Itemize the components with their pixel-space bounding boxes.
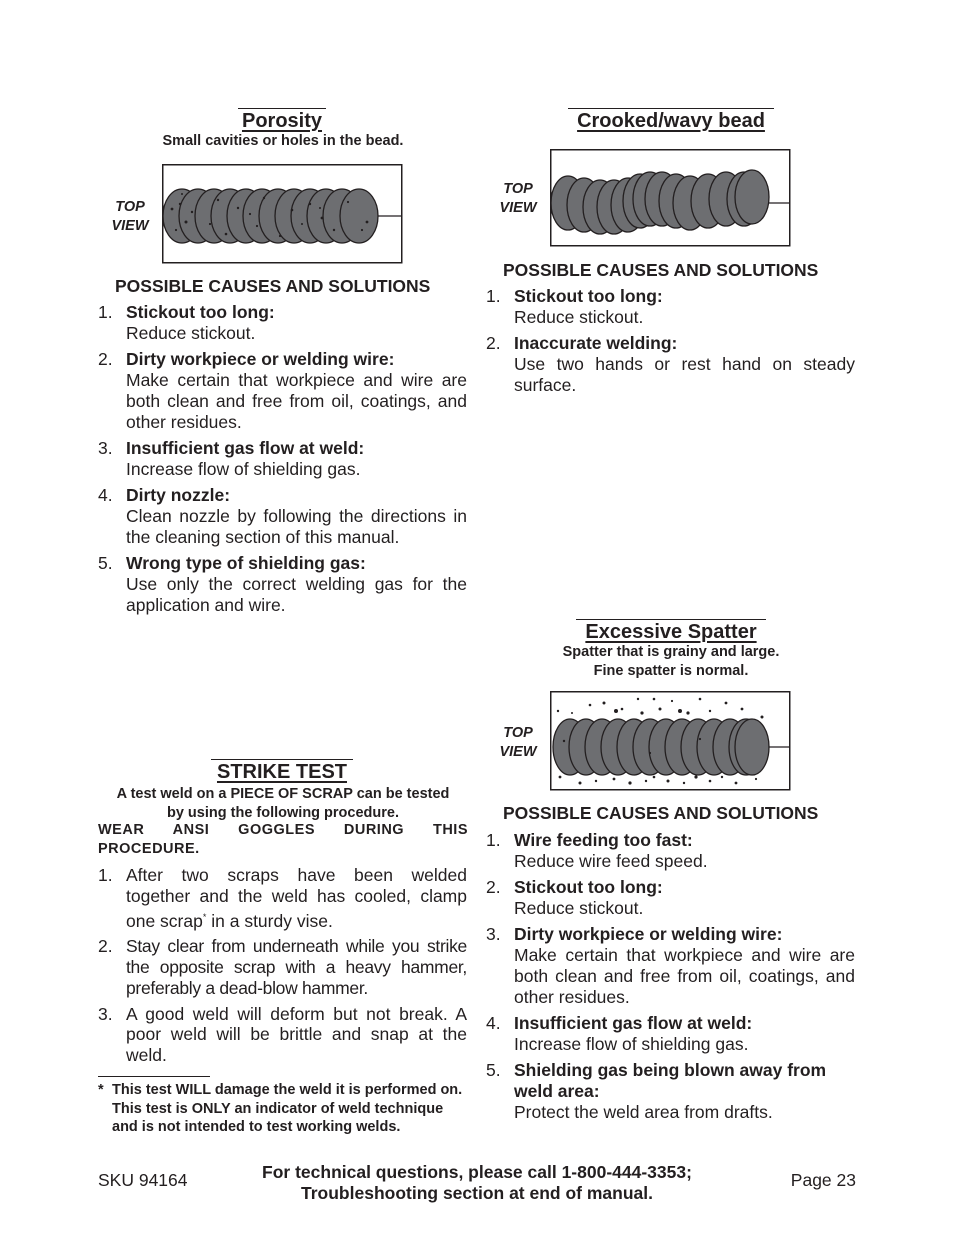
porosity-title-wrap <box>232 108 332 133</box>
goggles-warning: WEAR ANSI GOGGLES DURING THIS PROCEDURE. <box>98 822 468 857</box>
list-item: 3. Insufficient gas flow at weld: Increase flow of shielding gas. <box>98 437 365 479</box>
spatter-title-wrap <box>568 619 774 644</box>
list-item: 2. Stay clear from underneath while you strike the opposite scrap with a heavy hammer, preferably a dead-blow hammer. <box>98 936 467 998</box>
list-item: 1. Wire feeding too fast: Reduce wire feed speed. <box>486 830 708 871</box>
view-label-top: TOP <box>503 725 533 741</box>
porosity-subtitle: Small cavities or holes in the bead. <box>162 133 404 149</box>
spatter-causes-list <box>486 830 855 1128</box>
porosity-title: Porosity <box>241 110 323 132</box>
footnote-mark: * <box>98 1082 104 1098</box>
list-item: 1. After two scraps have been welded together and the weld has cooled, clamp one scrap* in a sturdy vise. <box>98 865 467 931</box>
spatter-illustration <box>550 691 792 792</box>
strike-subtitle <box>98 785 468 822</box>
porosity-causes-heading: POSSIBLE CAUSES AND SOLUTIONS <box>115 276 431 296</box>
strike-title: STRIKE TEST <box>216 761 347 783</box>
spatter-view-label <box>488 724 548 762</box>
porosity-illustration <box>162 164 404 265</box>
crooked-view-label <box>488 180 548 218</box>
list-item: 4. Insufficient gas flow at weld: Increase flow of shielding gas. <box>486 1013 753 1054</box>
list-item: 3. Dirty workpiece or welding wire: Make certain that workpiece and wire are both clean and free from oil, coatings, and other residues. <box>486 924 855 1007</box>
porosity-view-label <box>100 198 160 236</box>
list-item: 2. Inaccurate welding: Use two hands or rest hand on steady surface. <box>486 333 855 395</box>
strike-footnote <box>98 1081 468 1137</box>
crooked-causes-heading: POSSIBLE CAUSES AND SOLUTIONS <box>503 260 819 280</box>
strike-title-wrap <box>203 759 361 784</box>
spatter-causes-heading: POSSIBLE CAUSES AND SOLUTIONS <box>503 803 819 823</box>
view-label-view: VIEW <box>499 200 537 216</box>
subtitle-line: by using the following procedure. <box>166 804 399 821</box>
list-item: 2. Stickout too long: Reduce stickout. <box>486 877 663 918</box>
list-item: 1. Stickout too long: Reduce stickout. <box>98 302 275 343</box>
title-overline <box>238 108 326 109</box>
footnote-text: This test WILL damage the weld it is performed on. This test is ONLY an indicator of weld technique and is not intended to test working welds. <box>112 1082 463 1135</box>
title-overline <box>211 759 353 760</box>
footer-help-line: Troubleshooting section at end of manual. <box>301 1183 653 1203</box>
list-item: 3. A good weld will deform but not break. A poor weld will be brittle and snap at the weld. <box>98 1003 467 1066</box>
porosity-causes-list <box>98 302 467 621</box>
view-label-top: TOP <box>115 199 145 215</box>
spatter-title: Excessive Spatter <box>585 621 757 643</box>
list-item: 4. Dirty nozzle: Clean nozzle by following the directions in the cleaning section of this manual. <box>98 485 467 547</box>
crooked-causes-list <box>486 286 855 401</box>
footer-help-line: For technical questions, please call 1-800-444-3353; <box>262 1162 692 1182</box>
title-overline <box>576 619 766 620</box>
view-label-view: VIEW <box>111 218 149 234</box>
view-label-top: TOP <box>503 181 533 197</box>
footnote-divider <box>98 1076 210 1077</box>
list-item: 5. Wrong type of shielding gas: Use only the correct welding gas for the application and wire. <box>98 553 467 615</box>
footer-help <box>200 1162 754 1204</box>
list-item: 1. Stickout too long: Reduce stickout. <box>486 286 663 327</box>
crooked-title: Crooked/wavy bead <box>577 110 765 132</box>
strike-steps-list <box>98 865 467 1072</box>
subtitle-line: Spatter that is grainy and large. <box>562 644 780 660</box>
list-item: 2. Dirty workpiece or welding wire: Make certain that workpiece and wire are both clean and free from oil, coatings, and other residues. <box>98 349 467 432</box>
title-overline <box>568 108 774 109</box>
subtitle-line: A test weld on a PIECE OF SCRAP can be tested <box>116 786 450 802</box>
footnote-marker: * <box>202 911 207 922</box>
subtitle-line: Fine spatter is normal. <box>593 662 749 679</box>
page-number: Page 23 <box>790 1170 856 1190</box>
list-item: 5. Shielding gas being blown away from weld area: Protect the weld area from drafts. <box>486 1060 827 1122</box>
crooked-illustration <box>550 149 792 248</box>
sku-label: SKU 94164 <box>98 1170 188 1190</box>
crooked-title-wrap <box>560 108 782 133</box>
spatter-subtitle <box>486 643 856 680</box>
view-label-view: VIEW <box>499 744 537 760</box>
